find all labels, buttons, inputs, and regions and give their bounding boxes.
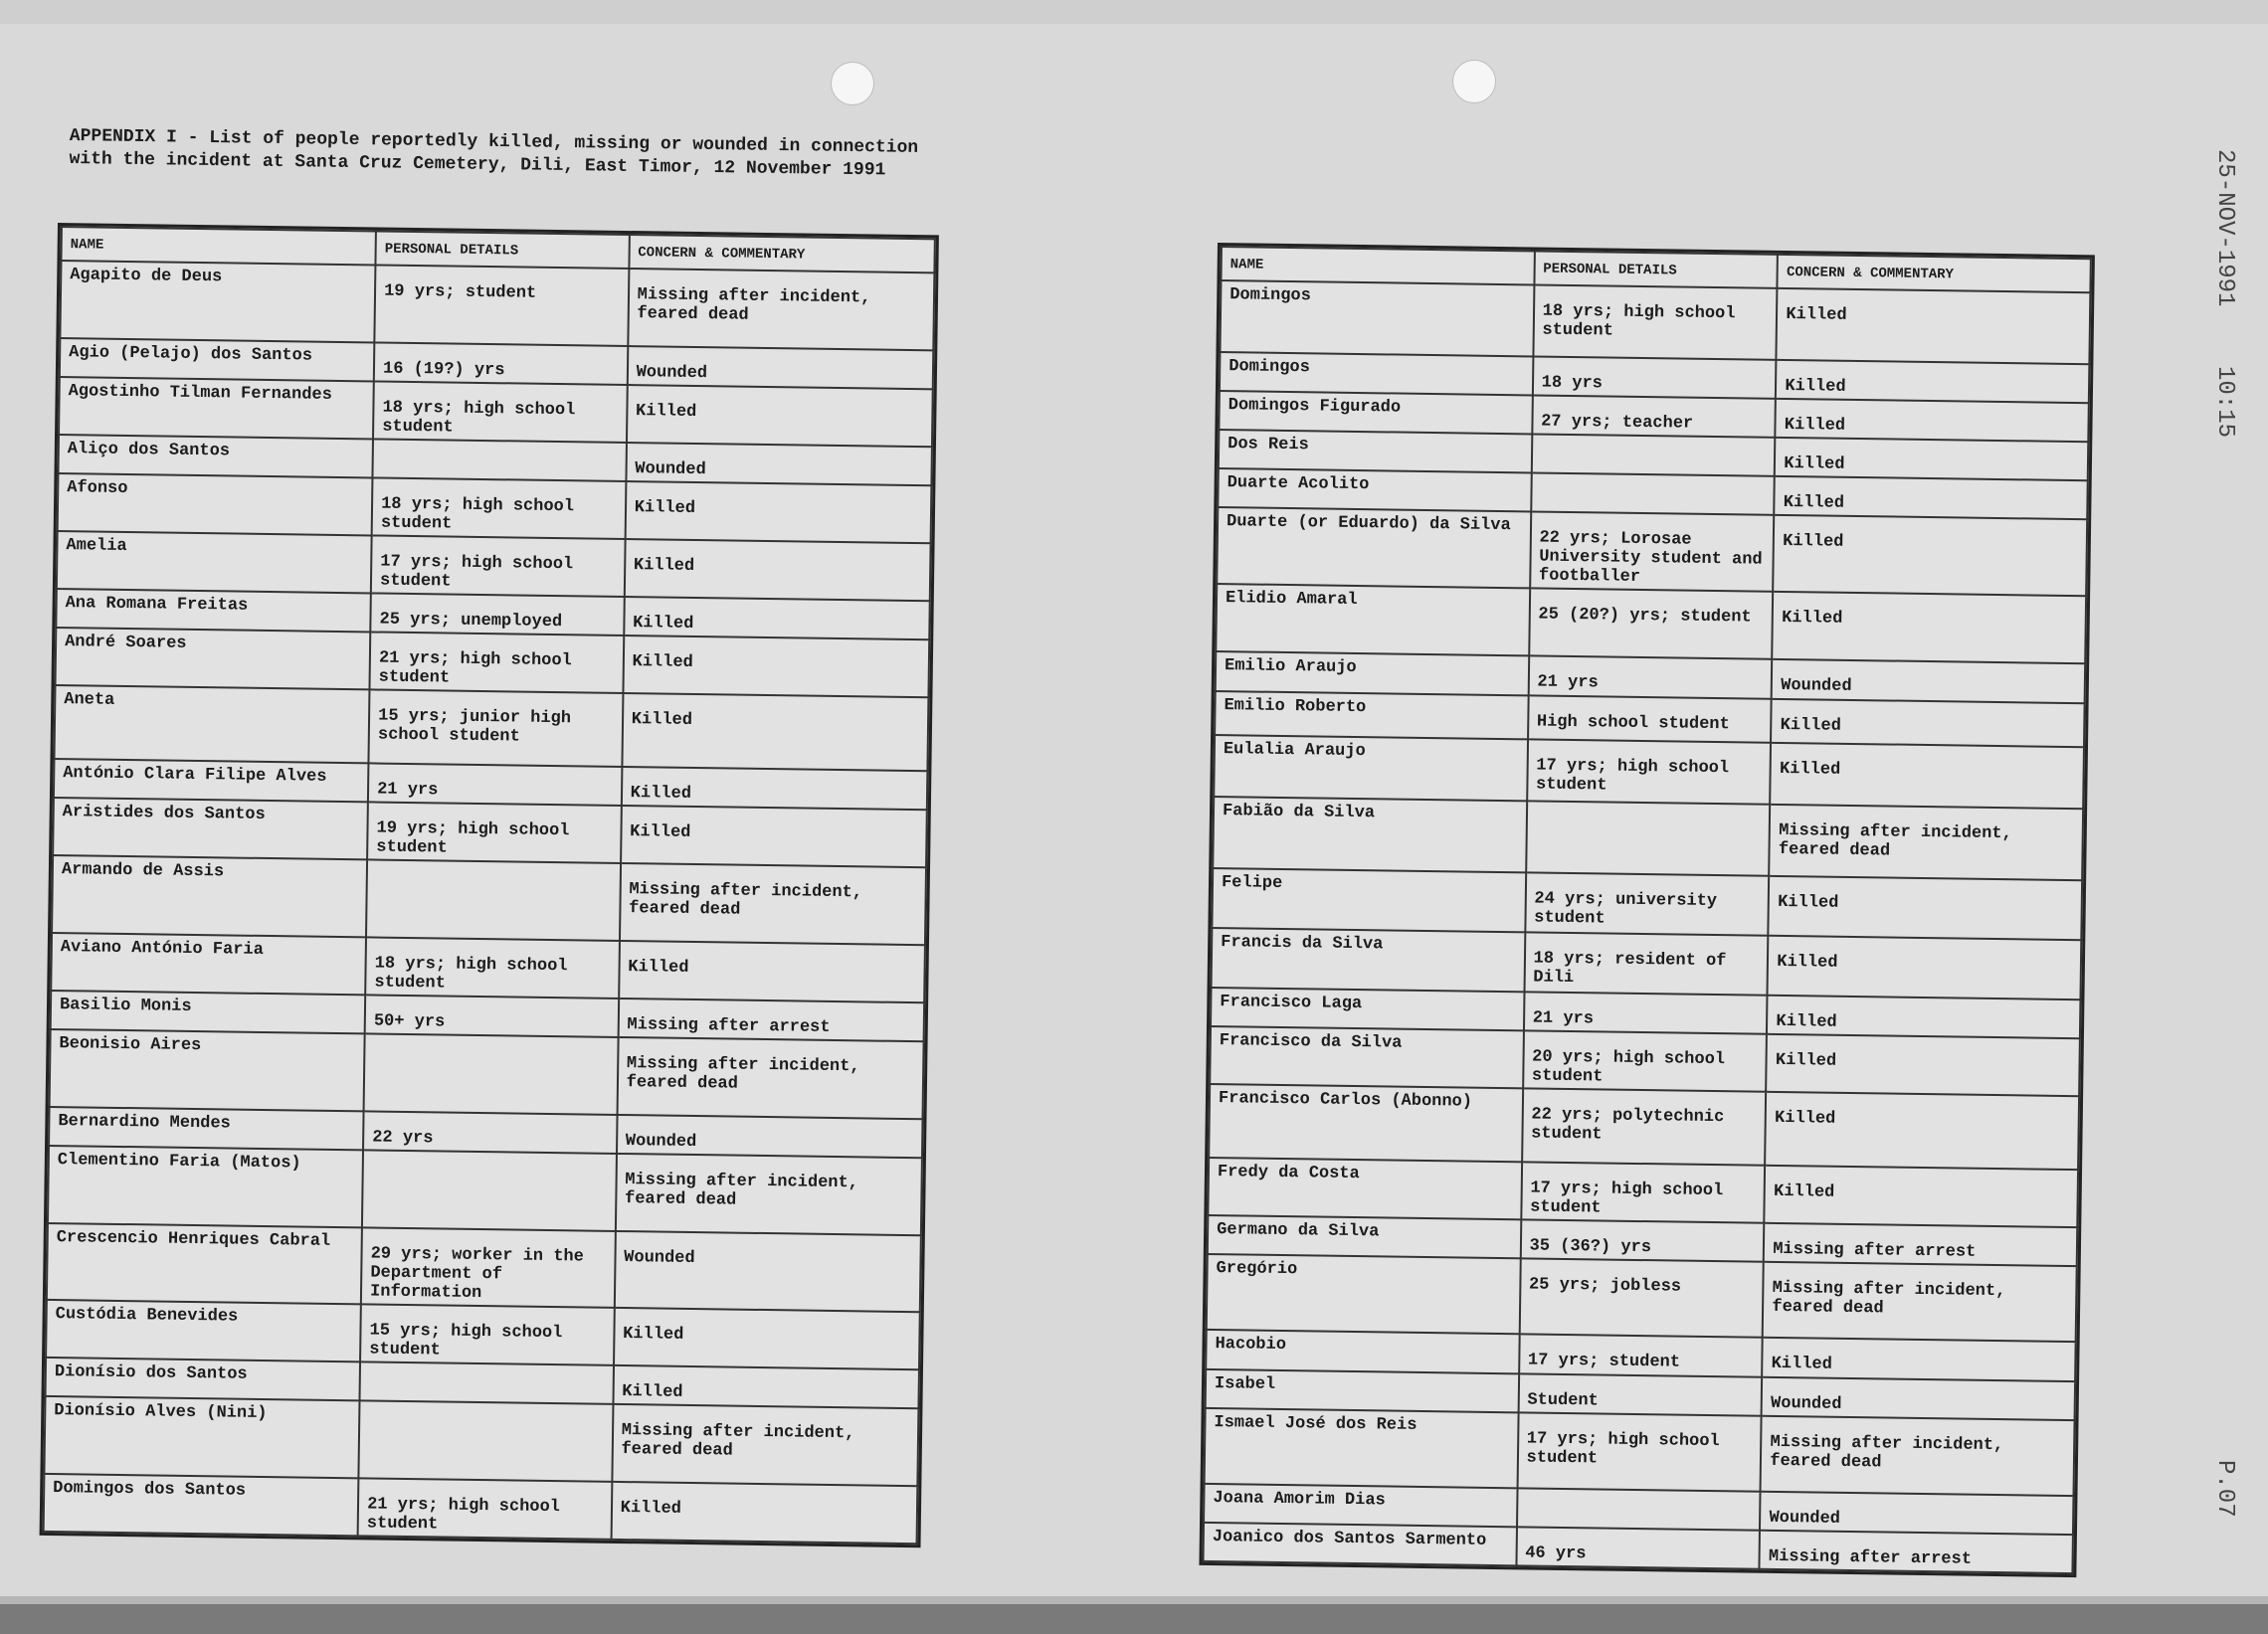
personal-details: 25 yrs; unemployed (370, 593, 624, 635)
personal-details: 21 yrs (1528, 655, 1772, 698)
col-header-name: NAME (61, 227, 376, 265)
person-name: Afonso (58, 473, 373, 535)
concern-commentary: Wounded (1772, 659, 2085, 703)
personal-details: 20 yrs; high school student (1523, 1030, 1768, 1091)
concern-commentary: Killed (1762, 1338, 2075, 1381)
person-name: Joanico dos Santos Sarmento (1203, 1523, 1516, 1565)
person-name: Agostinho Tilman Fernandes (59, 377, 374, 439)
personal-details: 29 yrs; worker in the Department of Information (361, 1227, 616, 1308)
col-header-details: PERSONAL DETAILS (1534, 251, 1778, 287)
person-name: Custódia Benevides (46, 1300, 361, 1362)
person-name: Aneta (54, 685, 369, 763)
personal-details: 22 yrs; polytechnic student (1522, 1088, 1767, 1165)
person-name: Francisco Laga (1211, 988, 1524, 1030)
person-name: Domingos Figurado (1219, 391, 1532, 434)
table-row (44, 1474, 918, 1543)
person-name: Fredy da Costa (1208, 1158, 1521, 1219)
right-table (1199, 243, 2094, 1577)
personal-details: 21 yrs (1524, 992, 1768, 1033)
personal-details (1531, 472, 1775, 514)
personal-details: 21 yrs; high school student (370, 632, 624, 693)
table-row (54, 685, 928, 771)
concern-commentary: Killed (1765, 1166, 2078, 1227)
person-name: Isabel (1206, 1369, 1519, 1412)
concern-commentary: Missing after incident, feared dead (620, 863, 926, 945)
person-name: Beonisio Aires (50, 1029, 365, 1111)
concern-commentary: Killed (614, 1308, 920, 1369)
person-name: António Clara Filipe Alves (54, 759, 369, 802)
concern-commentary: Missing after incident, feared dead (617, 1037, 923, 1119)
person-name: Germano da Silva (1208, 1215, 1521, 1258)
table-row (1209, 1084, 2079, 1170)
table-row (60, 261, 934, 350)
person-name: Duarte (or Eduardo) da Silva (1217, 507, 1531, 588)
person-name: Francis da Silva (1212, 928, 1525, 992)
personal-details: 22 yrs; Lorosae University student and footballer (1530, 511, 1775, 591)
concern-commentary: Missing after incident, feared dead (616, 1154, 922, 1235)
personal-details: 17 yrs; student (1519, 1334, 1763, 1376)
personal-details: High school student (1528, 695, 1772, 742)
person-name: Agapito de Deus (60, 261, 375, 342)
concern-commentary: Killed (1773, 592, 2087, 663)
person-name: Dos Reis (1219, 430, 1532, 472)
person-name: Agio (Pelajo) dos Santos (60, 338, 375, 381)
personal-details: 18 yrs; resident of Dili (1524, 932, 1769, 995)
personal-details: 25 (20?) yrs; student (1529, 588, 1774, 658)
personal-details: 15 yrs; high school student (360, 1304, 614, 1365)
person-name: Amelia (57, 531, 372, 593)
concern-commentary: Killed (1776, 399, 2089, 442)
person-name: Domingos (1220, 352, 1533, 395)
concern-commentary: Missing after incident, feared dead (1770, 805, 2084, 880)
table-row (1213, 797, 2083, 880)
person-name: Fabião da Silva (1213, 797, 1527, 872)
person-name: Francisco da Silva (1210, 1026, 1523, 1088)
concern-commentary: Killed (619, 941, 925, 1002)
person-name: Eulalia Araujo (1214, 735, 1527, 801)
personal-details (1531, 434, 1775, 475)
person-name: Crescencio Henriques Cabral (47, 1223, 362, 1304)
person-name: Duarte Acolito (1218, 468, 1531, 511)
person-name: Domingos dos Santos (44, 1474, 359, 1536)
concern-commentary: Killed (1766, 1034, 2079, 1096)
concern-commentary: Wounded (1760, 1492, 2073, 1535)
personal-details: 18 yrs (1533, 356, 1777, 398)
person-name: André Soares (56, 628, 371, 689)
table-row (1216, 584, 2086, 663)
concern-commentary: Killed (1768, 936, 2081, 999)
concern-commentary: Killed (625, 481, 931, 543)
concern-commentary: Wounded (627, 346, 933, 389)
personal-details: 17 yrs; high school student (371, 535, 625, 597)
personal-details: Student (1518, 1373, 1762, 1415)
appendix-heading: APPENDIX I - List of people reportedly killed, missing or wounded in connection with the incident at Santa Cruz Cemetery, Dili, East Timor, 12 November 1991 (69, 125, 919, 181)
personal-details (358, 1400, 613, 1482)
person-name: Ismael José dos Reis (1205, 1408, 1519, 1488)
concern-commentary: Missing after incident, feared dead (612, 1404, 918, 1486)
personal-details: 21 yrs (368, 763, 622, 806)
concern-commentary: Killed (624, 597, 930, 639)
table-row (1217, 507, 2087, 596)
punch-hole-right (1452, 60, 1496, 103)
personal-details (364, 1033, 619, 1115)
concern-commentary: Killed (1775, 438, 2088, 480)
personal-details (362, 1150, 617, 1231)
personal-details: 24 yrs; university student (1525, 872, 1770, 935)
personal-details (360, 1362, 614, 1404)
person-name: Aliço dos Santos (58, 435, 373, 477)
fax-time-stamp: 10:15 (2211, 366, 2238, 439)
col-header-details: PERSONAL DETAILS (376, 231, 630, 269)
concern-commentary: Wounded (615, 1231, 921, 1312)
table-row (50, 1029, 924, 1119)
personal-details: 35 (36?) yrs (1520, 1219, 1764, 1261)
personal-details (1526, 801, 1771, 875)
table-row (1207, 1254, 2077, 1342)
concern-commentary: Wounded (626, 443, 932, 485)
person-name: Clementino Faria (Matos) (48, 1146, 363, 1227)
personal-details: 18 yrs; high school student (373, 381, 627, 443)
person-name: Dionísio Alves (Nini) (44, 1396, 359, 1478)
person-name: Bernardino Mendes (49, 1107, 364, 1150)
personal-details: 19 yrs; student (374, 265, 629, 346)
person-name: Joana Amorim Dias (1204, 1484, 1517, 1527)
personal-details: 16 (19?) yrs (374, 342, 628, 385)
person-name: Aristides dos Santos (53, 798, 368, 859)
fax-date-stamp: 25-NOV-1991 (2211, 149, 2238, 307)
person-name: Elidio Amaral (1216, 584, 1530, 655)
person-name: Basilio Monis (51, 991, 366, 1033)
concern-commentary: Missing after incident, feared dead (628, 269, 934, 350)
person-name: Ana Romana Freitas (56, 589, 371, 632)
personal-details: 17 yrs; high school student (1521, 1162, 1766, 1222)
concern-commentary: Killed (1776, 360, 2089, 403)
col-header-concern: CONCERN & COMMENTARY (1778, 255, 2091, 292)
concern-commentary: Killed (1771, 699, 2084, 747)
personal-details: 17 yrs; high school student (1517, 1412, 1762, 1491)
personal-details: 50+ yrs (365, 995, 619, 1037)
personal-details: 22 yrs (363, 1111, 617, 1154)
punch-hole-left (831, 62, 874, 105)
person-name: Francisco Carlos (Abonno) (1209, 1084, 1523, 1162)
col-header-name: NAME (1221, 247, 1534, 284)
person-name: Hacobio (1206, 1330, 1519, 1373)
scan-bottom-edge (0, 1596, 2268, 1634)
concern-commentary: Missing after arrest (1760, 1531, 2073, 1573)
person-name: Emilio Araujo (1216, 651, 1529, 695)
concern-commentary: Missing after incident, feared dead (1763, 1262, 2077, 1342)
table-row (52, 855, 926, 945)
personal-details (1517, 1488, 1761, 1530)
scan-top-edge (0, 0, 2268, 24)
personal-details (373, 439, 627, 481)
personal-details: 25 yrs; jobless (1519, 1258, 1764, 1337)
personal-details (366, 859, 621, 941)
concern-commentary: Missing after arrest (1764, 1223, 2077, 1266)
left-table (40, 223, 939, 1547)
concern-commentary: Killed (1775, 476, 2088, 519)
table-row (44, 1396, 918, 1486)
person-name: Armando de Assis (52, 855, 367, 937)
concern-commentary: Killed (613, 1365, 919, 1408)
concern-commentary: Killed (1767, 996, 2080, 1038)
personal-details: 21 yrs; high school student (358, 1478, 612, 1540)
concern-commentary: Killed (1777, 288, 2091, 364)
concern-commentary: Killed (622, 693, 928, 771)
person-name: Dionísio dos Santos (46, 1358, 361, 1400)
col-header-concern: CONCERN & COMMENTARY (629, 235, 935, 272)
concern-commentary: Killed (1773, 515, 2087, 596)
person-name: Aviano António Faria (51, 933, 366, 995)
concern-commentary: Killed (623, 635, 929, 697)
personal-details: 18 yrs; high school student (1533, 284, 1778, 359)
concern-commentary: Killed (624, 539, 930, 601)
person-name: Domingos (1220, 280, 1534, 356)
concern-commentary: Killed (1769, 876, 2082, 940)
table-row (1220, 280, 2090, 364)
person-name: Felipe (1212, 868, 1525, 932)
personal-details: 17 yrs; high school student (1527, 739, 1772, 804)
personal-details: 19 yrs; high school student (367, 802, 621, 863)
concern-commentary: Missing after incident, feared dead (1761, 1416, 2075, 1496)
personal-details: 27 yrs; teacher (1532, 395, 1776, 437)
personal-details: 18 yrs; high school student (372, 477, 626, 539)
concern-commentary: Killed (621, 806, 927, 867)
concern-commentary: Killed (627, 385, 933, 447)
concern-commentary: Killed (1765, 1092, 2079, 1170)
person-name: Gregório (1207, 1254, 1521, 1334)
table-row (1205, 1408, 2075, 1496)
personal-details: 15 yrs; junior high school student (369, 689, 624, 767)
concern-commentary: Wounded (1762, 1377, 2075, 1420)
concern-commentary: Missing after arrest (618, 999, 924, 1041)
table-row (48, 1146, 922, 1235)
table-row (47, 1223, 921, 1312)
personal-details: 46 yrs (1516, 1527, 1760, 1568)
fax-page-number: P.07 (2211, 1460, 2238, 1518)
person-name: Emilio Roberto (1215, 691, 1528, 739)
concern-commentary: Wounded (617, 1115, 923, 1158)
personal-details: 18 yrs; high school student (365, 937, 619, 999)
concern-commentary: Killed (1771, 743, 2084, 809)
concern-commentary: Killed (622, 767, 928, 810)
concern-commentary: Killed (611, 1482, 917, 1543)
